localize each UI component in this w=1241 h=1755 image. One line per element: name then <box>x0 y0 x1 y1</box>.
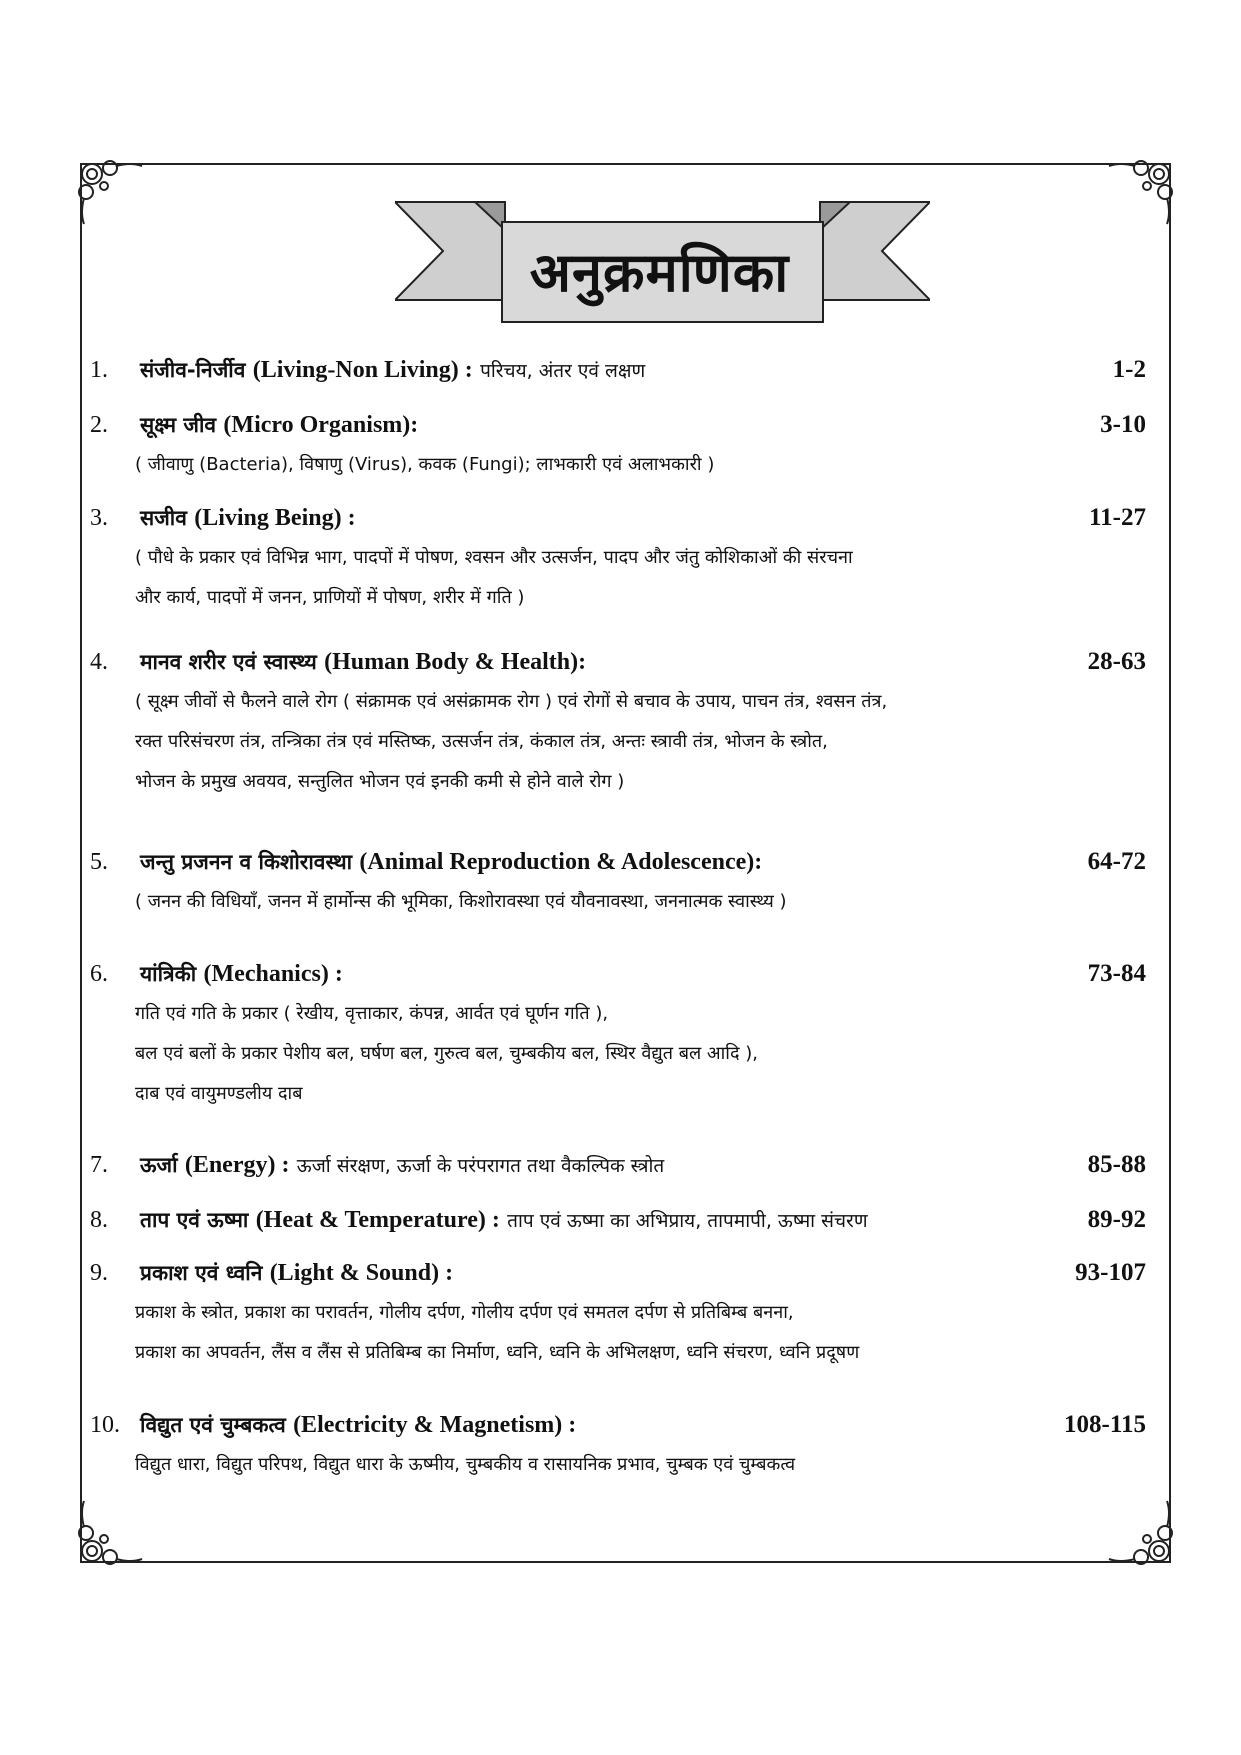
chapter-title-hindi: सूक्ष्म जीव <box>140 413 217 437</box>
chapter-number: 7. <box>90 1152 108 1178</box>
page-range: 89-92 <box>1087 1206 1146 1233</box>
chapter-topics-line: प्रकाश के स्त्रोत, प्रकाश का परावर्तन, गोलीय दर्पण, गोलीय दर्पण एवं समतल दर्पण से प्रतिबिम्ब बनना, <box>135 1302 794 1323</box>
toc-heading-row <box>90 1200 1146 1240</box>
chapter-title-hindi: प्रकाश एवं ध्वनि <box>140 1261 263 1285</box>
page-title: अनुक्रमणिका <box>529 240 790 304</box>
page-range: 93-107 <box>1075 1259 1146 1286</box>
chapter-number: 1. <box>90 357 108 383</box>
chapter-title <box>140 1405 1064 1445</box>
chapter-title-hindi: विद्युत एवं चुम्बकत्व <box>140 1413 286 1437</box>
chapter-title <box>140 405 1100 445</box>
page-range: 11-27 <box>1089 504 1146 531</box>
chapter-title <box>140 842 1088 882</box>
chapter-number: 3. <box>90 505 108 531</box>
chapter-number: 4. <box>90 649 108 675</box>
chapter-number: 9. <box>90 1260 108 1286</box>
chapter-number: 10. <box>90 1412 120 1438</box>
toc-heading-row <box>90 405 1146 445</box>
chapter-title <box>140 498 1089 538</box>
page-range: 28-63 <box>1087 648 1146 675</box>
page-range: 3-10 <box>1100 411 1146 438</box>
chapter-title-hindi: मानव शरीर एवं स्वास्थ्य <box>140 650 317 674</box>
toc-heading-row <box>90 1405 1146 1445</box>
chapter-topics-line: रक्त परिसंचरण तंत्र, तन्त्रिका तंत्र एवं मस्तिष्क, उत्सर्जन तंत्र, कंकाल तंत्र, अन्तः स्त्रावी तंत्र, भोजन के स्त्रोत, <box>135 731 828 752</box>
toc-entry <box>90 1253 1146 1373</box>
ornament-corner-icon <box>1105 158 1175 228</box>
chapter-title-english: (Electricity & Magnetism) : <box>293 1412 577 1438</box>
ornament-corner-icon <box>1105 1497 1175 1567</box>
chapter-topics-line: भोजन के प्रमुख अवयव, सन्तुलित भोजन एवं इनकी कमी से होने वाले रोग ) <box>135 771 625 792</box>
chapter-topics-line: बल एवं बलों के प्रकार पेशीय बल, घर्षण बल, गुरुत्व बल, चुम्बकीय बल, स्थिर वैद्युत बल आदि ), <box>135 1043 758 1064</box>
chapter-title-hindi: यांत्रिकी <box>140 962 197 986</box>
chapter-title-english: (Living-Non Living) : <box>252 357 473 383</box>
page-range: 85-88 <box>1087 1151 1146 1178</box>
ornament-corner-icon <box>76 1497 146 1567</box>
chapter-title-english: (Mechanics) : <box>203 961 343 987</box>
chapter-topics-line: और कार्य, पादपों में जनन, प्राणियों में पोषण, शरीर में गति ) <box>135 587 525 608</box>
chapter-title-english: (Heat & Temperature) : <box>255 1207 500 1233</box>
chapter-title-hindi: संजीव-निर्जीव <box>140 358 246 382</box>
toc-entry <box>90 405 1146 485</box>
chapter-title <box>140 1253 1075 1293</box>
chapter-topics-line: ( जनन की विधियाँ, जनन में हार्मोन्स की भूमिका, किशोरावस्था एवं यौवनावस्था, जननात्मक स्वास्थ्य ) <box>135 891 787 912</box>
chapter-topics-line: विद्युत धारा, विद्युत परिपथ, विद्युत धारा के ऊष्मीय, चुम्बकीय व रासायनिक प्रभाव, चुम्बक एवं चुम्बकत्व <box>135 1454 796 1475</box>
toc-entry <box>90 1405 1146 1485</box>
chapter-title-english: (Animal Reproduction & Adolescence): <box>359 849 763 875</box>
chapter-title-english: (Living Being) : <box>194 505 356 531</box>
chapter-title <box>140 642 1088 682</box>
chapter-topics-line: ( सूक्ष्म जीवों से फैलने वाले रोग ( संक्रामक एवं असंक्रामक रोग ) एवं रोगों से बचाव के उपाय, पाचन तंत्र, श्वसन तंत्र, <box>135 691 888 712</box>
chapter-topics-line: ( जीवाणु (Bacteria), विषाणु (Virus), कवक (Fungi); लाभकारी एवं अलाभकारी ) <box>135 454 715 475</box>
toc-entry <box>90 842 1146 922</box>
toc-heading-row <box>90 498 1146 538</box>
chapter-number: 6. <box>90 961 108 987</box>
chapter-topics-inline: ताप एवं ऊष्मा का अभिप्राय, तापमापी, ऊष्मा संचरण <box>507 1210 868 1232</box>
chapter-title <box>140 1145 1088 1186</box>
toc-heading-row <box>90 954 1146 994</box>
toc-heading-row <box>90 1253 1146 1293</box>
page-range: 64-72 <box>1087 848 1146 875</box>
chapter-title-hindi: सजीव <box>140 506 187 530</box>
toc-entry <box>90 1200 1146 1240</box>
toc-entry <box>90 954 1146 1114</box>
page-range: 108-115 <box>1064 1411 1146 1438</box>
chapter-title-english: (Human Body & Health): <box>324 649 587 675</box>
chapter-topics-inline: परिचय, अंतर एवं लक्षण <box>480 360 646 382</box>
toc-entry <box>90 1145 1146 1185</box>
chapter-title-english: (Light & Sound) : <box>269 1260 454 1286</box>
page-range: 1-2 <box>1112 356 1146 383</box>
chapter-title-hindi: ताप एवं ऊष्मा <box>140 1208 249 1232</box>
toc-heading-row <box>90 1145 1146 1185</box>
chapter-title <box>140 1200 1088 1241</box>
chapter-topics-line: प्रकाश का अपवर्तन, लैंस व लैंस से प्रतिबिम्ब का निर्माण, ध्वनि, ध्वनि के अभिलक्षण, ध्वनि संचरण, ध्वनि प्रदूषण <box>135 1342 860 1363</box>
chapter-title-hindi: जन्तु प्रजनन व किशोरावस्था <box>140 850 353 874</box>
chapter-number: 5. <box>90 849 108 875</box>
toc-entry <box>90 498 1146 618</box>
chapter-title <box>140 954 1088 994</box>
toc-entry <box>90 350 1146 390</box>
toc-heading-row <box>90 642 1146 682</box>
chapter-number: 2. <box>90 412 108 438</box>
chapter-topics-line: दाब एवं वायुमण्डलीय दाब <box>135 1083 303 1104</box>
toc-heading-row <box>90 350 1146 390</box>
chapter-title-english: (Energy) : <box>184 1152 290 1178</box>
chapter-topics-inline: ऊर्जा संरक्षण, ऊर्जा के परंपरागत तथा वैकल्पिक स्त्रोत <box>296 1155 665 1177</box>
toc-entry <box>90 642 1146 802</box>
chapter-title <box>140 350 1113 391</box>
chapter-topics-line: ( पौधे के प्रकार एवं विभिन्न भाग, पादपों में पोषण, श्वसन और उत्सर्जन, पादप और जंतु कोशिकाओं की संरचना <box>135 547 853 568</box>
ornament-corner-icon <box>76 158 146 228</box>
page-range: 73-84 <box>1087 960 1146 987</box>
chapter-title-english: (Micro Organism): <box>223 412 419 438</box>
chapter-number: 8. <box>90 1207 108 1233</box>
toc-heading-row <box>90 842 1146 882</box>
chapter-title-hindi: ऊर्जा <box>140 1153 178 1177</box>
chapter-topics-line: गति एवं गति के प्रकार ( रेखीय, वृत्ताकार, कंपन्न, आर्वत एवं घूर्णन गति ), <box>135 1003 609 1024</box>
